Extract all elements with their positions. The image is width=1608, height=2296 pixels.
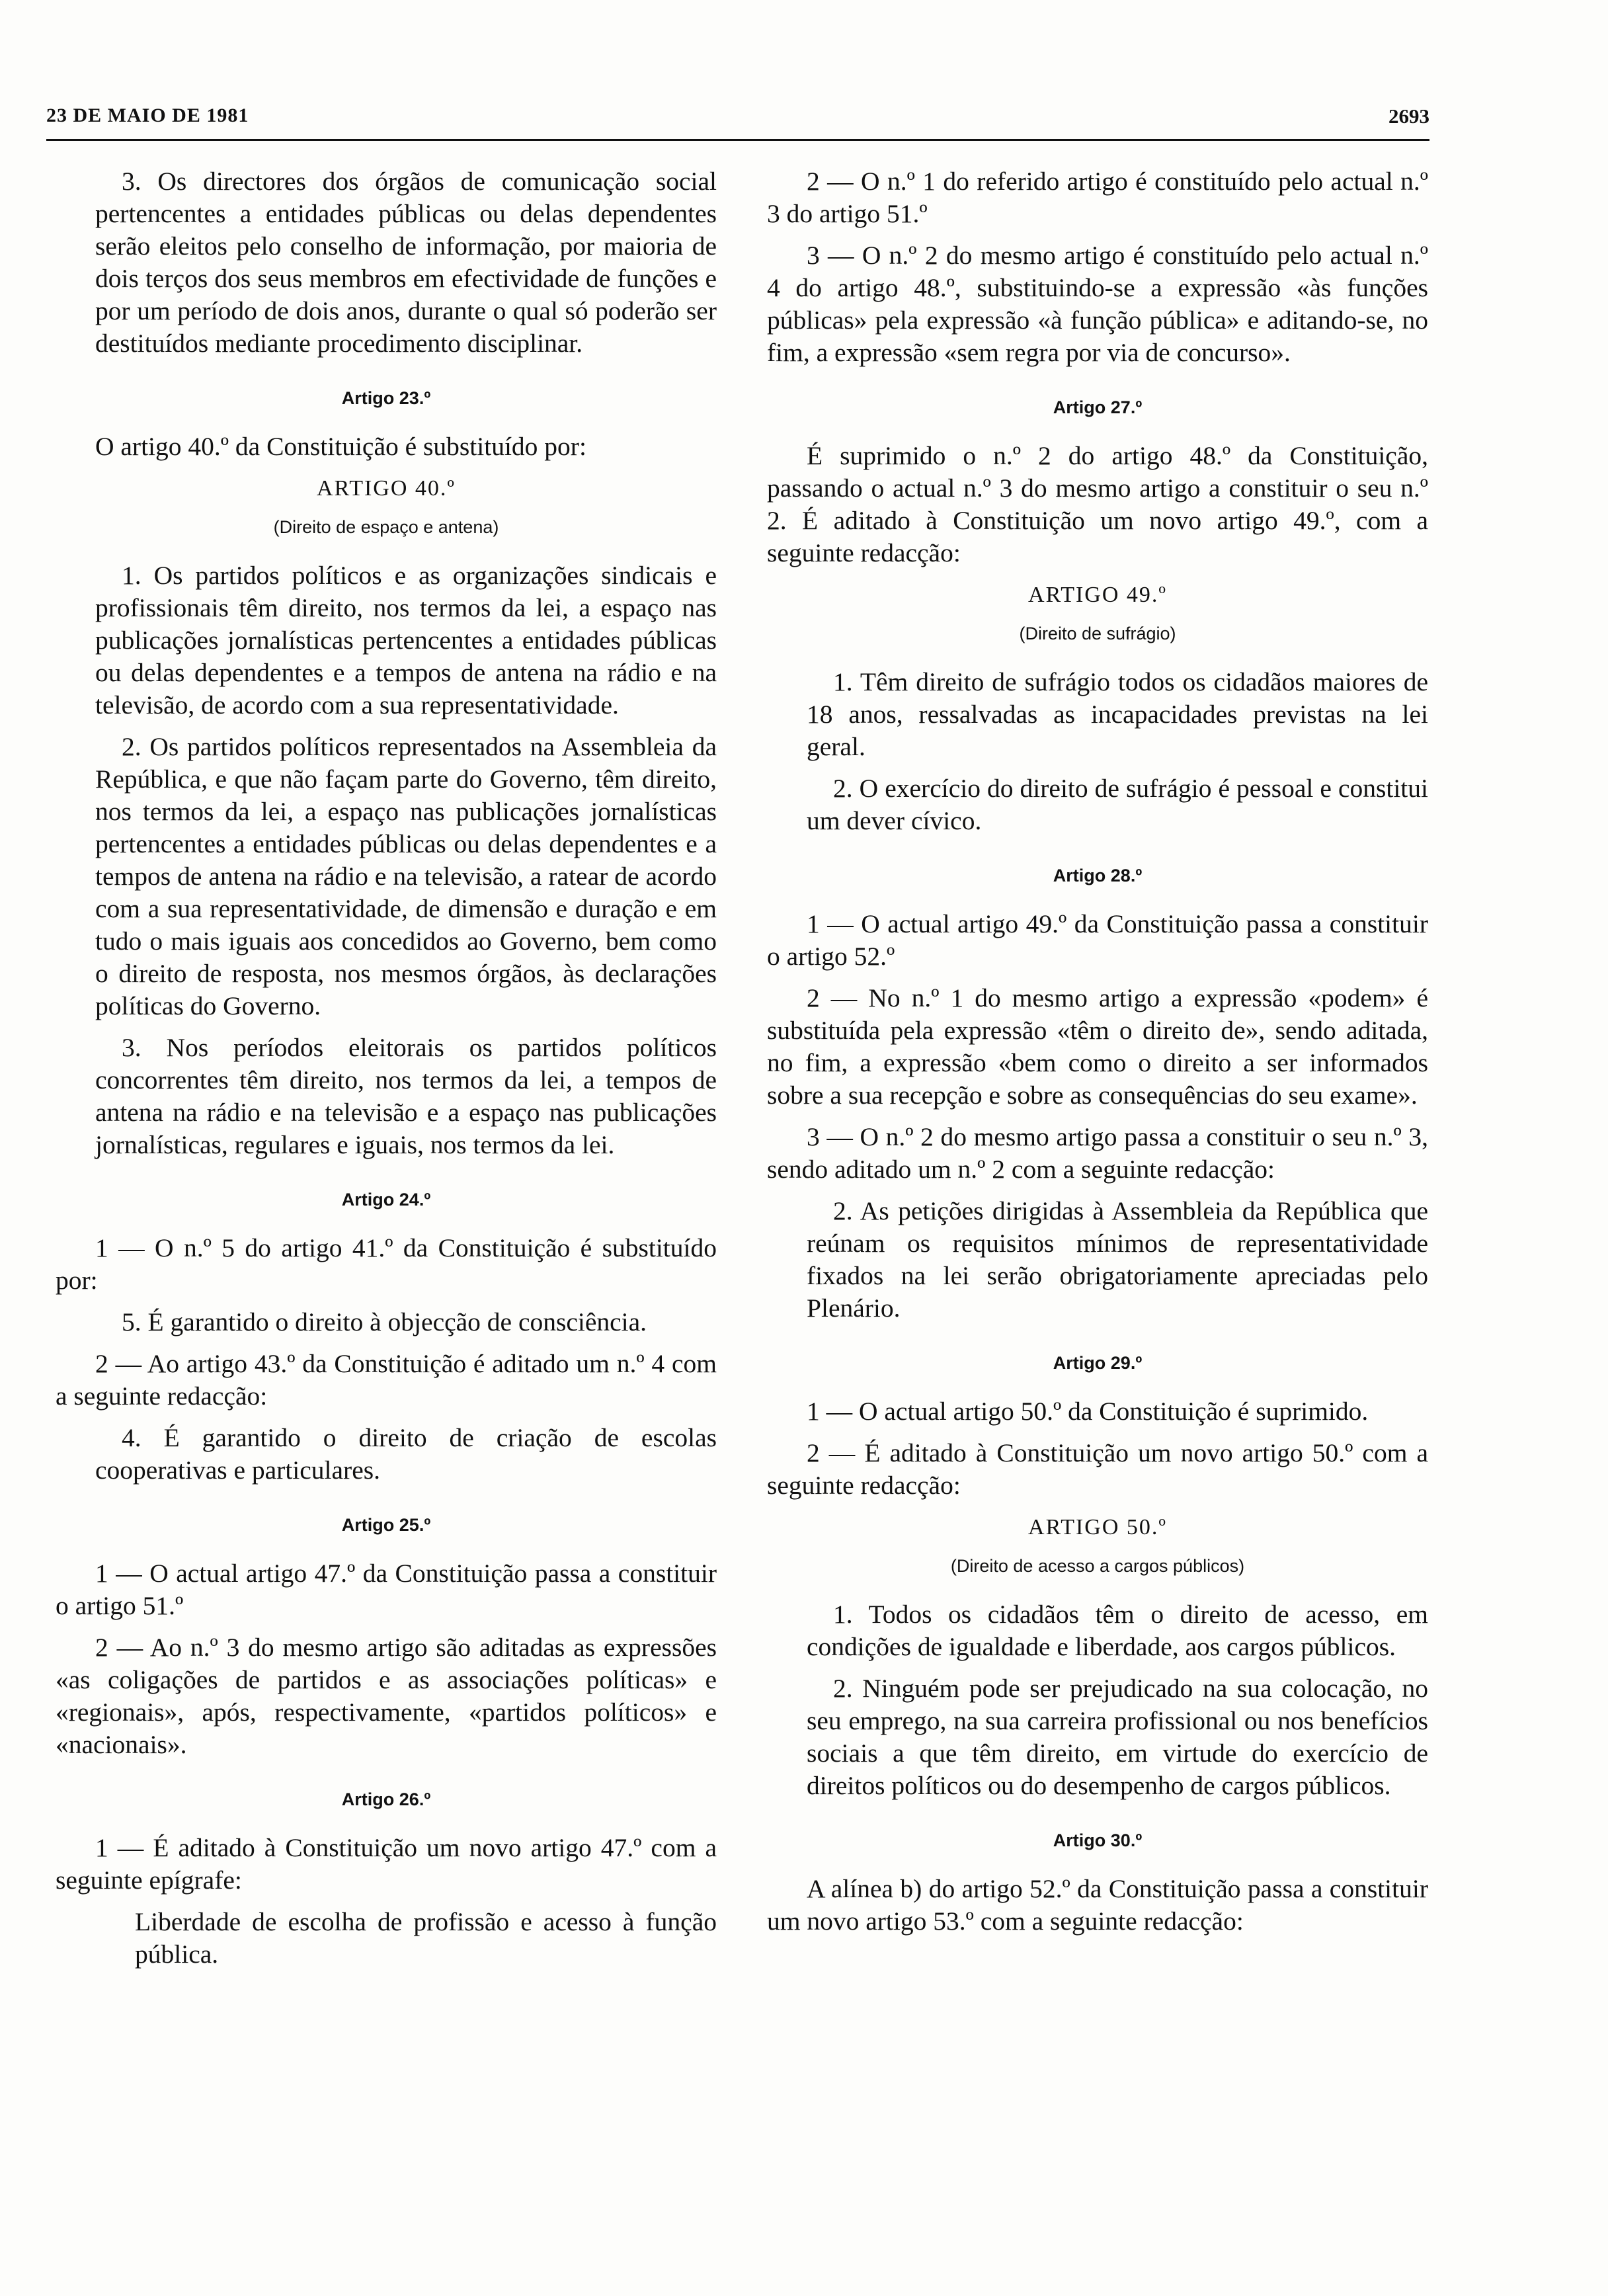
article-title: ARTIGO 49.º [1028,583,1167,607]
article-heading: Artigo 30.º [1053,1830,1143,1850]
paragraph: 2 — Ao n.º 3 do mesmo artigo são aditadas as expressões «as coligações de partidos e as associações políticas» e «regionais», após, respectivamente, «partidos políticos» e «nacionais». [56,1633,717,1759]
paragraph: 1 — O actual artigo 47.º da Constituição passa a constituir o artigo 51.º [56,1559,717,1620]
left-column [56,165,717,1980]
paragraph: 2. Os partidos políticos representados na Assembleia da República, e que não façam parte do Governo, têm direito, nos termos da lei, a espaço nas publicações jornalísticas pertencentes a entidades públicas ou delas dependentes e a tempos de antena na rádio e na televisão, a ratear de acordo com a sua representatividade, de dimensão e duração e em tudo o mais iguais aos concedidos ao Governo, bem como o direito de resposta, nos mesmos órgãos, às declarações políticas do Governo. [95,732,717,1020]
paragraph: 1 — O actual artigo 50.º da Constituição é suprimido. [807,1397,1369,1426]
article-heading: Artigo 29.º [1053,1353,1143,1373]
paragraph: 1. Os partidos políticos e as organizações sindicais e profissionais têm direito, nos termos da lei, a espaço nas publicações jornalísticas pertencentes a entidades públicas ou delas dependentes e a tempos de antena na rádio e na televisão, de acordo com a sua representatividade. [95,561,717,719]
paragraph: 2 — No n.º 1 do mesmo artigo a expressão «podem» é substituída pela expressão «têm o direito de», sendo aditada, no fim, a expressão «bem como o direito a ser informados sobre a sua recepção e sobre as consequências do seu exame». [767,983,1428,1110]
article-subtitle: (Direito de sufrágio) [1019,624,1176,643]
quoted-text [56,1422,717,1487]
paragraph: 3. Nos períodos eleitorais os partidos políticos concorrentes têm direito, nos termos da lei, a tempos de antena na rádio e na televisão e a espaço nas publicações jornalísticas, regulares e iguais, nos termos da lei. [95,1033,717,1159]
article-heading: Artigo 26.º [341,1789,431,1809]
paragraph: 3 — O n.º 2 do mesmo artigo é constituído pelo actual n.º 4 do artigo 48.º, substituindo-se a expressão «às funções públicas» pela expressão «à função pública» e aditando-se, no fim, a expressão «sem regra por via de concurso». [767,241,1428,367]
paragraph: 2 — É aditado à Constituição um novo artigo 50.º com a seguinte redacção: [767,1438,1428,1500]
paragraph: 3. Os directores dos órgãos de comunicação social pertencentes a entidades públicas ou delas dependentes serão eleitos pelo conselho de informação, por maioria de dois terços dos seus membros em efectividade de funções e por um período de dois anos, durante o qual só poderão ser destituídos mediante procedimento disciplinar. [95,167,717,358]
paragraph: 3 — O n.º 2 do mesmo artigo passa a constituir o seu n.º 3, sendo aditado um n.º 2 com a seguinte redacção: [767,1122,1428,1184]
article-heading: Artigo 23.º [341,388,431,408]
article-heading: Artigo 25.º [341,1515,431,1535]
paragraph: 2. Ninguém pode ser prejudicado na sua colocação, no seu emprego, na sua carreira profissional ou nos benefícios sociais a que têm direito, em virtude do exercício de direitos políticos ou do desempenho de cargos públicos. [807,1674,1428,1800]
header-date: 23 DE MAIO DE 1981 [46,104,249,126]
article-heading: Artigo 28.º [1053,866,1143,885]
right-column [767,165,1428,1947]
article-title: ARTIGO 40.º [317,476,456,501]
quoted-text [767,1195,1428,1325]
paragraph: 4. É garantido o direito de criação de escolas cooperativas e particulares. [95,1423,717,1485]
article-subtitle: (Direito de acesso a cargos públicos) [950,1556,1245,1576]
paragraph: O artigo 40.º da Constituição é substituído por: [95,432,586,461]
article-heading: Artigo 27.º [1053,397,1143,417]
page-number: 2693 [1388,104,1429,128]
paragraph: 2 — Ao artigo 43.º da Constituição é aditado um n.º 4 com a seguinte redacção: [56,1349,717,1411]
quoted-text [56,1306,717,1338]
paragraph: 1 — É aditado à Constituição um novo artigo 47.º com a seguinte epígrafe: [56,1833,717,1895]
quoted-article [56,559,717,1161]
article-heading: Artigo 24.º [341,1190,431,1210]
paragraph: A alínea b) do artigo 52.º da Constituição passa a constituir um novo artigo 53.º com a seguinte redacção: [767,1874,1428,1936]
paragraph: 2. As petições dirigidas à Assembleia da República que reúnam os requisitos mínimos de representatividade fixados na lei serão obrigatoriamente apreciadas pelo Plenário. [807,1196,1428,1323]
page-header [46,99,1429,141]
paragraph: 1 — O actual artigo 49.º da Constituição passa a constituir o artigo 52.º [767,909,1428,971]
paragraph: 2 — O n.º 1 do referido artigo é constituído pelo actual n.º 3 do artigo 51.º [767,167,1428,228]
epigraph: Liberdade de escolha de profissão e acesso à função pública. [135,1907,717,1969]
paragraph: 5. É garantido o direito à objecção de consciência. [122,1307,647,1336]
paragraph: 1. Todos os cidadãos têm o direito de acesso, em condições de igualdade e liberdade, aos cargos públicos. [807,1600,1428,1661]
paragraph: 1 — O n.º 5 do artigo 41.º da Constituição é substituído por: [56,1233,717,1295]
paragraph: É suprimido o n.º 2 do artigo 48.º da Constituição, passando o actual n.º 3 do mesmo artigo a constituir o seu n.º 2. É aditado à Constituição um novo artigo 49.º, com a seguinte redacção: [767,441,1428,567]
paragraph: 1. Têm direito de sufrágio todos os cidadãos maiores de 18 anos, ressalvadas as incapacidades previstas na lei geral. [807,667,1428,761]
article-title: ARTIGO 50.º [1028,1515,1167,1539]
quoted-article [767,666,1428,837]
quoted-article [767,1598,1428,1802]
article-subtitle: (Direito de espaço e antena) [273,517,499,537]
paragraph: 2. O exercício do direito de sufrágio é pessoal e constitui um dever cívico. [807,774,1428,835]
